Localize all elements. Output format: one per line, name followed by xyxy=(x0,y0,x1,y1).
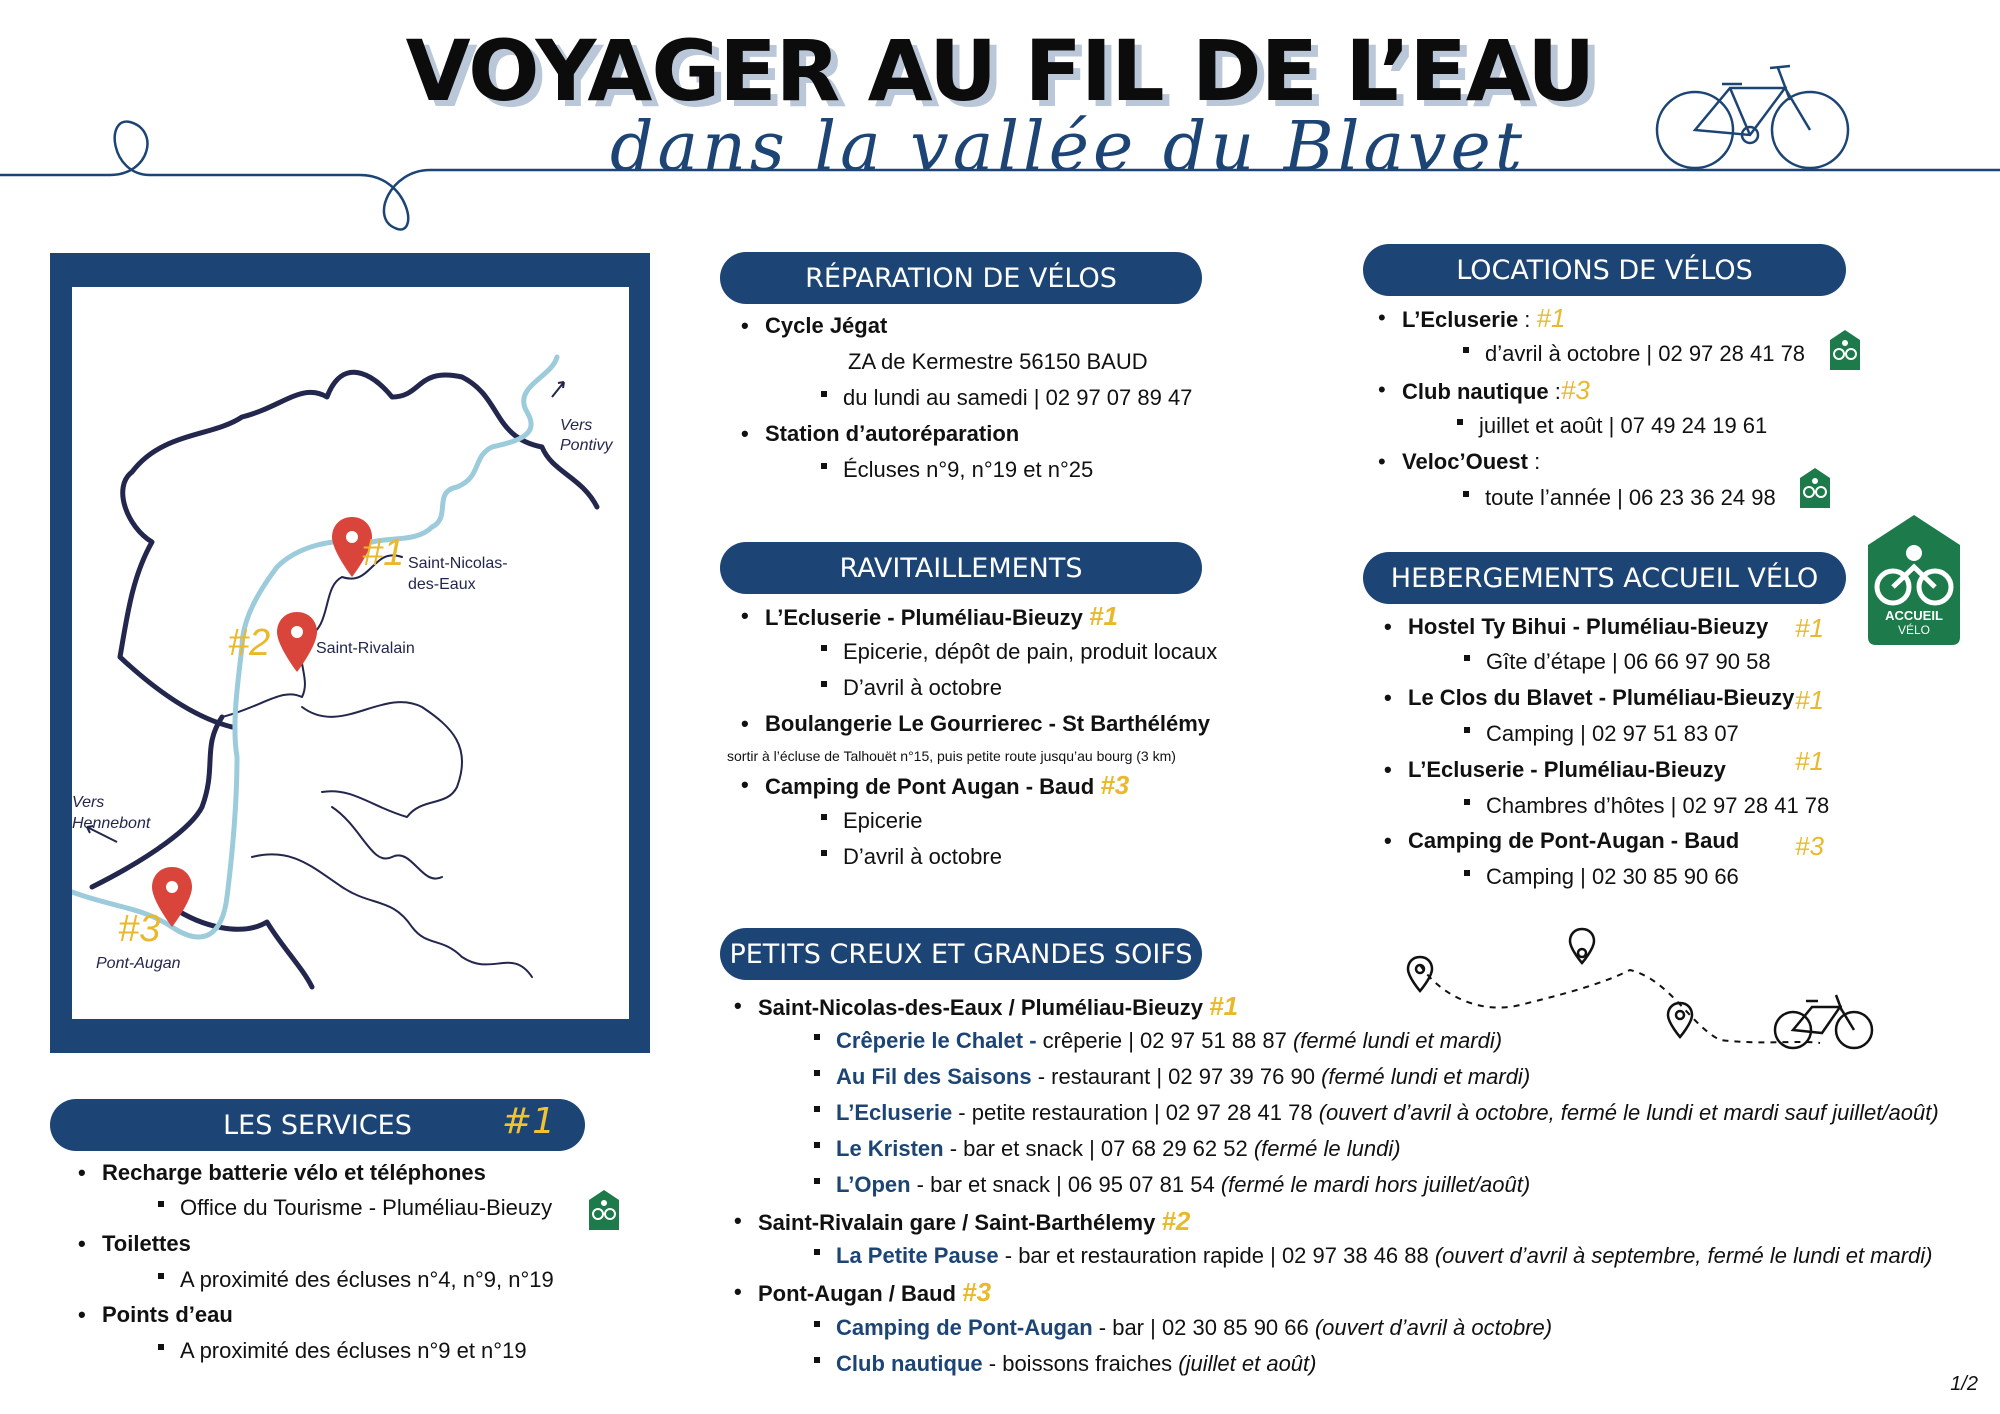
map-label-text: Saint-Nicolas- xyxy=(408,555,508,572)
accueil-velo-small-icon xyxy=(1800,468,1830,508)
petits-creux-group-3-label: Pont-Augan / Baud xyxy=(758,1281,956,1306)
restaurant-name: La Petite Pause xyxy=(836,1243,999,1268)
restaurant-name: L’Ecluserie xyxy=(836,1100,953,1125)
locations-item-1-sub: d’avril à octobre | 02 97 28 41 78 xyxy=(1485,336,1805,372)
locations-item-3-sub: toute l’année | 06 23 36 24 98 xyxy=(1485,480,1776,516)
ravitaillements-item-1 xyxy=(765,598,1118,636)
restaurant-details: - petite restauration | 02 97 28 41 78 xyxy=(952,1100,1319,1125)
accueil-velo-badge xyxy=(1868,515,1960,645)
accueil-velo-line-1: ACCUEIL xyxy=(1885,608,1943,623)
restaurant-hours: (ouvert d’avril à octobre) xyxy=(1314,1315,1553,1340)
services-item-2: • Toilettes xyxy=(102,1226,191,1262)
restaurant-name: Le Kristen xyxy=(836,1136,944,1161)
accueil-velo-small-icon xyxy=(589,1190,619,1230)
hebergements-title: HEBERGEMENTS ACCUEIL VÉLO xyxy=(1390,562,1819,594)
page-number: 1/2 xyxy=(1950,1373,1978,1395)
petits-creux-group-3-number: #3 xyxy=(962,1277,992,1307)
restaurant-hours: (ouvert d’avril à octobre, fermé le lundi et mardi sauf juillet/août) xyxy=(1318,1100,1939,1125)
ravitaillements-item-2: • Boulangerie Le Gourrierec - St Barthélémy xyxy=(765,706,1210,742)
map-label-saint-rivalain: Saint-Rivalain xyxy=(316,640,415,657)
restaurant-details: - bar et restauration rapide | 02 97 38 46 88 xyxy=(998,1243,1435,1268)
restaurant-details: - bar et snack | 07 68 29 62 52 xyxy=(943,1136,1254,1161)
ravitaillements-item-1-number: #1 xyxy=(1089,601,1118,631)
reparation-header xyxy=(720,252,1202,304)
services-item-1: • Recharge batterie vélo et téléphones xyxy=(102,1155,486,1191)
services-title: LES SERVICES xyxy=(223,1109,412,1141)
route-illustration xyxy=(1400,925,1890,1065)
services-header xyxy=(50,1099,585,1151)
map-label-pont-augan: Pont-Augan xyxy=(96,955,181,972)
map-label-text: Vers xyxy=(72,794,105,811)
hebergements-item-2-sub: Camping | 02 97 51 83 07 xyxy=(1486,716,1739,752)
hebergements-header xyxy=(1363,552,1846,604)
locations-item-3-label: Veloc’Ouest xyxy=(1402,449,1528,474)
restaurant-club-nautique xyxy=(836,1346,1316,1382)
ravitaillements-item-3 xyxy=(765,767,1129,805)
petits-creux-group-3 xyxy=(758,1274,991,1312)
services-item-1-sub: Office du Tourisme - Pluméliau-Bieuzy xyxy=(180,1190,552,1226)
hebergements-item-4-sub: Camping | 02 30 85 90 66 xyxy=(1486,859,1739,895)
petits-creux-group-2 xyxy=(758,1203,1190,1241)
ravitaillements-item-1-sub-1: Epicerie, dépôt de pain, produit locaux xyxy=(843,634,1217,670)
ravitaillements-item-1-label: L’Ecluserie - Pluméliau-Bieuzy xyxy=(765,605,1083,630)
reparation-item-1: • Cycle Jégat xyxy=(765,308,887,344)
page-title: VOYAGER AU FIL DE L’EAU xyxy=(405,22,1595,120)
restaurant-details: - bar | 02 30 85 90 66 xyxy=(1092,1315,1315,1340)
locations-item-2 xyxy=(1402,372,1590,410)
petits-creux-group-1-label: Saint-Nicolas-des-Eaux / Pluméliau-Bieuzy xyxy=(758,995,1204,1020)
restaurant-hours: (ouvert d’avril à septembre, fermé le lundi et mardi) xyxy=(1434,1243,1933,1268)
reparation-item-1-sub-2: du lundi au samedi | 02 97 07 89 47 xyxy=(843,380,1192,416)
bicycle-icon xyxy=(1650,40,1850,175)
restaurant-name: Au Fil des Saisons xyxy=(836,1064,1032,1089)
locations-item-2-number: #3 xyxy=(1560,375,1590,405)
locations-title: LOCATIONS DE VÉLOS xyxy=(1456,254,1753,286)
map-marker-number-1: #1 xyxy=(362,532,405,574)
reparation-title: RÉPARATION DE VÉLOS xyxy=(805,262,1117,294)
reparation-item-1-sub-1: ZA de Kermestre 56150 BAUD xyxy=(848,349,1148,374)
map-pin-2 xyxy=(277,612,317,672)
locations-header xyxy=(1363,244,1846,296)
map-label-saint-nicolas xyxy=(408,553,508,595)
locations-item-1-separator: : xyxy=(1518,307,1537,332)
locations-item-1-label: L’Ecluserie xyxy=(1402,307,1519,332)
services-number: #1 xyxy=(501,1101,555,1142)
locations-item-1 xyxy=(1402,300,1565,338)
hebergements-item-4: • Camping de Pont-Augan - Baud xyxy=(1408,823,1739,859)
restaurant-hours: (fermé le lundi) xyxy=(1253,1136,1401,1161)
petits-creux-group-2-label: Saint-Rivalain gare / Saint-Barthélemy xyxy=(758,1210,1156,1235)
restaurant-hours: (juillet et août) xyxy=(1178,1351,1317,1376)
ravitaillements-item-3-label: Camping de Pont Augan - Baud xyxy=(765,774,1095,799)
reparation-item-2: • Station d’autoréparation xyxy=(765,416,1019,452)
locations-item-3 xyxy=(1402,444,1540,480)
reparation-item-2-sub-1: Écluses n°9, n°19 et n°25 xyxy=(843,452,1093,488)
map-label-text: Pontivy xyxy=(560,437,613,454)
ravitaillements-item-2-note: sortir à l’écluse de Talhouët n°15, puis petite route jusqu’au bourg (3 km) xyxy=(727,748,1176,764)
restaurant-name: L’Open xyxy=(836,1172,911,1197)
map-label-vers-pontivy xyxy=(560,416,612,456)
petits-creux-title: PETITS CREUX ET GRANDES SOIFS xyxy=(729,938,1193,970)
petits-creux-group-1-number: #1 xyxy=(1209,991,1239,1021)
restaurant-name: Crêperie le Chalet - xyxy=(836,1028,1037,1053)
hebergements-item-3: • L’Ecluserie - Pluméliau-Bieuzy xyxy=(1408,752,1726,788)
hebergements-item-1-sub: Gîte d’étape | 06 66 97 90 58 xyxy=(1486,644,1771,680)
hebergements-item-2: • Le Clos du Blavet - Pluméliau-Bieuzy xyxy=(1408,680,1794,716)
restaurant-details: - restaurant | 02 97 39 76 90 xyxy=(1031,1064,1322,1089)
ravitaillements-item-3-number: #3 xyxy=(1100,770,1130,800)
ravitaillements-item-3-sub-1: Epicerie xyxy=(843,803,922,839)
map-marker-number-2: #2 xyxy=(228,622,271,664)
page-subtitle: dans la vallée du Blavet xyxy=(610,108,1527,187)
restaurant-hours: (fermé lundi et mardi) xyxy=(1292,1028,1503,1053)
ravitaillements-title: RAVITAILLEMENTS xyxy=(839,552,1083,584)
services-item-2-sub: A proximité des écluses n°4, n°9, n°19 xyxy=(180,1262,554,1298)
hebergements-item-3-number: #1 xyxy=(1795,746,1824,776)
map-label-text: Vers xyxy=(560,417,593,434)
map-marker-number-3: #3 xyxy=(118,908,161,950)
restaurant-le-kristen xyxy=(836,1131,1401,1167)
map-label-text: Hennebont xyxy=(72,815,151,832)
petits-creux-group-1 xyxy=(758,988,1238,1026)
hebergements-item-1-number: #1 xyxy=(1795,613,1824,643)
map-label-text: des-Eaux xyxy=(408,576,476,593)
locations-item-3-separator: : xyxy=(1527,449,1541,474)
restaurant-details: - boissons fraiches xyxy=(982,1351,1179,1376)
locations-item-2-separator: : xyxy=(1548,379,1561,404)
ravitaillements-item-3-sub-2: D’avril à octobre xyxy=(843,839,1002,875)
restaurant-name: Camping de Pont-Augan xyxy=(836,1315,1093,1340)
petits-creux-header xyxy=(720,928,1202,980)
petits-creux-group-2-number: #2 xyxy=(1161,1206,1191,1236)
services-item-3: • Points d’eau xyxy=(102,1297,233,1333)
map-label-vers-hennebont xyxy=(72,792,150,834)
hebergements-item-2-number: #1 xyxy=(1795,685,1824,715)
restaurant-details: - bar et snack | 06 95 07 81 54 xyxy=(910,1172,1221,1197)
accueil-velo-small-icon xyxy=(1830,330,1860,370)
hebergements-item-4-number: #3 xyxy=(1795,831,1824,861)
locations-item-2-sub: juillet et août | 07 49 24 19 61 xyxy=(1479,408,1767,444)
locations-item-1-number: #1 xyxy=(1536,303,1566,333)
restaurant-l-open xyxy=(836,1167,1530,1203)
restaurant-details: crêperie | 02 97 51 88 87 xyxy=(1036,1028,1293,1053)
ravitaillements-header xyxy=(720,542,1202,594)
hebergements-item-1: • Hostel Ty Bihui - Pluméliau-Bieuzy xyxy=(1408,609,1768,645)
ravitaillements-item-1-sub-2: D’avril à octobre xyxy=(843,670,1002,706)
restaurant-hours: (fermé le mardi hors juillet/août) xyxy=(1220,1172,1531,1197)
restaurant-camping-pont-augan xyxy=(836,1310,1552,1346)
hebergements-item-3-sub: Chambres d’hôtes | 02 97 28 41 78 xyxy=(1486,788,1829,824)
restaurant-l-ecluserie xyxy=(836,1095,1939,1131)
restaurant-name: Club nautique xyxy=(836,1351,983,1376)
locations-item-2-label: Club nautique xyxy=(1402,379,1549,404)
restaurant-la-petite-pause xyxy=(836,1238,1933,1274)
accueil-velo-line-2: VÉLO xyxy=(1897,623,1930,637)
restaurant-hours: (fermé lundi et mardi) xyxy=(1321,1064,1531,1089)
services-item-3-sub: A proximité des écluses n°9 et n°19 xyxy=(180,1333,527,1369)
